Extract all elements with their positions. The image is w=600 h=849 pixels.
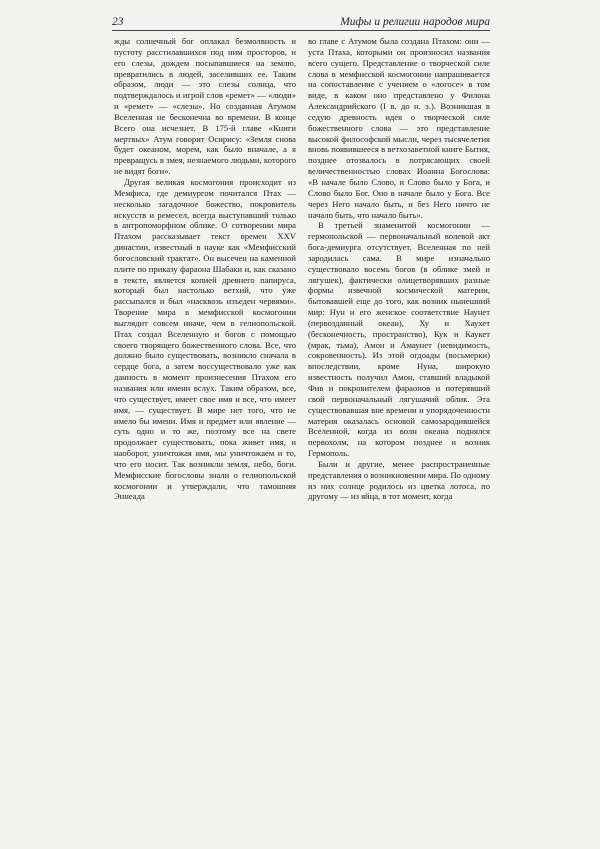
running-head [112,14,490,31]
page-number: 23 [112,16,124,28]
paragraph: жды солнечный бог оплакал безмолвность и пустоту расстилавшихся под ним просторов, и его слезы, дождем посыпавшиеся на землю, превратились в людей, заселивших ее. Таким образом, люди — это слезы солнца, что подтверждалось и игрой слов «ремет» — «люди» и «ремет» — «слезы». Но созданная Атумом Вселенная не бесконечна во времени. В конце Всего она исчезнет. В 175-й главе «Книги мертвых» Атум говорит Осирису: «Земля снова будет океаном, морем, как было вначале, а я превращусь в змея, незнаемого людьми, которого не видят боги». [114,36,296,177]
paragraph: во главе с Атумом была создана Птахом: они — уста Птаха, которыми он произносил названия всего сущего. Представление о творческой силе слова в мемфисской космогонии напрашивается на сопоставление с учением о «логосе» в том виде, в каком оно представлено у Филона Александрийского (I в. до н. э.). Возникшая в седую древность идея о творческой силе божественного слова — это представление высокой философской мысли, через тысячелетия вновь появившееся в ветхозаветной книге Бытия, позднее отозвалось в потрясающих своей величественностью словах Иоанна Богослова: «В начале было Слово, и Слово было у Бога, и Слово было Бог. Оно в начале было у Бога. Все через Него начало быть, и без Него ничто не начало быть, что начало быть». [308,36,490,220]
paragraph: В третьей знаменитой космогонии — гермопольской — первоначальный волевой акт бога-демиурга отсутствует. Вселенная по ней зародилась сама. В мире изначально существовало восемь богов (в облике змей и лягушек), фактически олицетворявших разные формы извечной космической материи, бытовавшей еще до того, как возник нынешний мир: Нун и его женское соответствие Наунет (первозданный океан), Ху и Хаухет (бесконечность, пространство), Кук и Каукет (мрак, тьма), Амон и Амаунет (невидимость, сокровенность). Из этой огдоады (восьмерки) впоследствии, кроме Нуна, широкую известность получил Амон, ставший владыкой Фив и покровителем фараонов и потерявший свой первоначальный лягушачий облик. Эта существовавшая вне времени и упорядоченности материя оказалась основой самозародившейся Вселенной, когда из волн океана поднялся первохолм, на котором позднее и возник Гермополь. [308,220,490,459]
book-title: Мифы и религии народов мира [340,16,490,28]
paragraph: Были и другие, менее распространенные представления о возникновении мира. По одному из них солнце родилось из цветка лотоса, по другому — из яйца, в тот момент, когда [308,458,490,502]
paragraph: Другая великая космогония происходит из Мемфиса, где демиургом почитался Птах — несколько загадочное божество, покровитель искусств и ремесел, всегда выступавший только в антропоморфном облике. О сотворении мира Птахом рассказывает текст времен XXV династии, известный в науке как «Мемфисский богословский трактат». Он высечен на каменной плите по приказу фараона Шабаки и, как сказано в тексте, является копией древнего папируса, который был настолько ветхий, что уже рассыпался и был «насквозь изъеден червями». Творение мира в мемфисской космогонии выглядит совсем иначе, чем в гелиопольской. Птах создал Вселенную и богов с помощью своего творящего божественного слова. Все, что должно было существовать, возникло сначала в сердце бога, а затем воссуществовало уже как данность в момент произнесения Птахом его названия или имени вслух. Таким образом, все, что существует, имеет свое имя и все, что имеет имя, — существует. В мире нет того, что не имело бы имени. Имя и предмет или явление — суть одно и то же, поэтому все на свете продолжает существовать, пока живет имя, и наоборот, уничтожая имя, мы уничтожаем и то, что его носит. Так возникли земля, небо, боги. Мемфисские богословы знали о гелиопольской космогонии и утверждали, что тамошняя Эннеада [114,176,296,502]
right-column [308,36,490,502]
text-columns [114,36,490,502]
left-column [114,36,296,502]
